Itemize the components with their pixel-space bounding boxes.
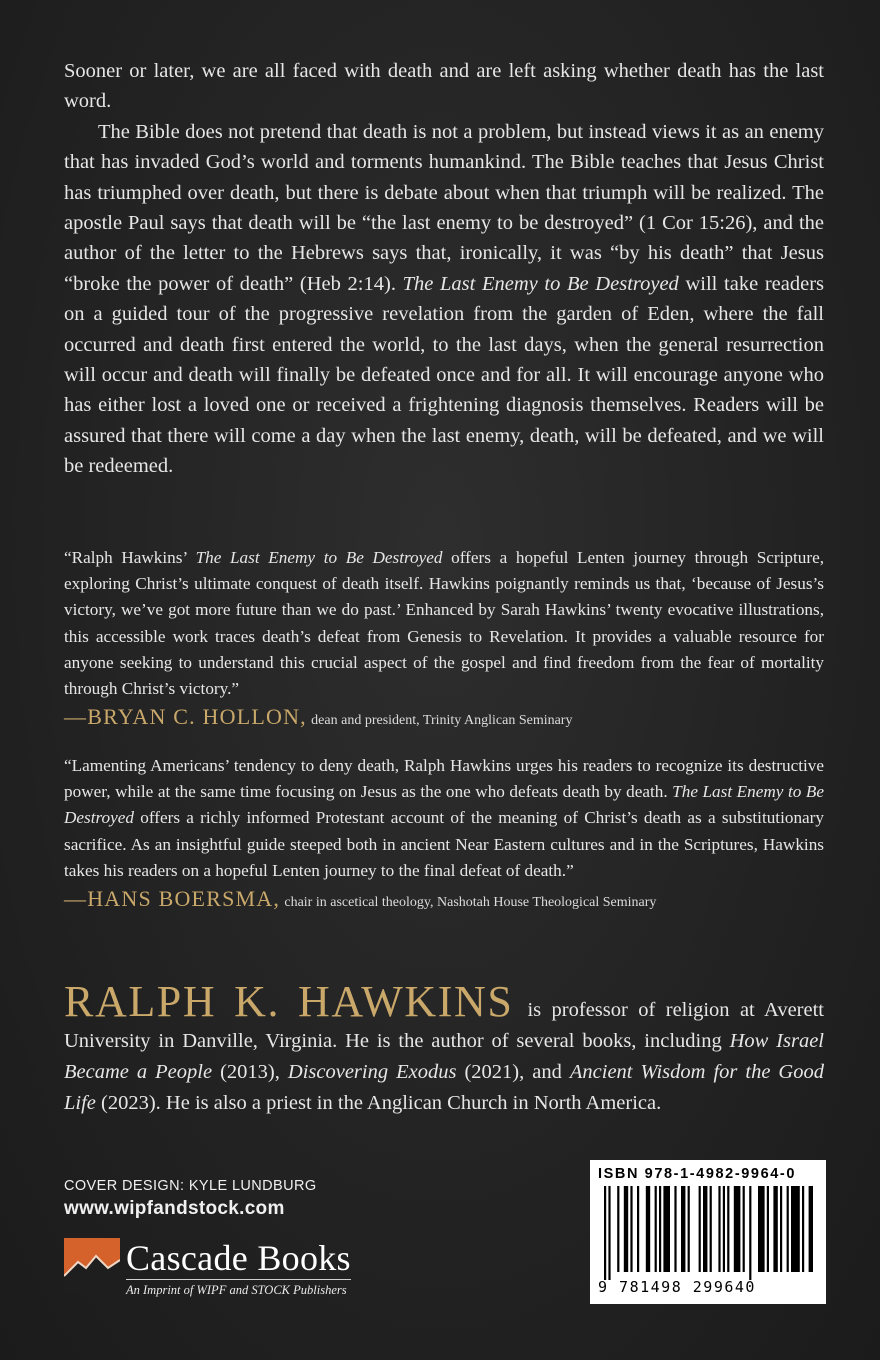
bio-text: (2023). He is also a priest in the Anglican Church in North America. <box>95 1092 662 1114</box>
publisher-name: Cascade Books <box>126 1238 351 1278</box>
endorser-name: —HANS BOERSMA, <box>64 886 281 912</box>
barcode-bar <box>608 1186 610 1280</box>
barcode-bar <box>787 1186 789 1272</box>
publisher-text <box>126 1238 351 1298</box>
barcode-bar <box>710 1186 712 1272</box>
barcode-bar <box>809 1186 813 1272</box>
endorser-attribution <box>64 884 824 918</box>
barcode-bar <box>802 1186 804 1272</box>
barcode-bar <box>604 1186 606 1280</box>
endorser-role: dean and president, Trinity Anglican Seminary <box>311 713 573 729</box>
barcode-bar <box>703 1186 707 1272</box>
book-title: How Israel Became a People <box>64 1030 825 1083</box>
barcode-bar <box>681 1186 685 1272</box>
book-title: The Last Enemy to Be Destroyed <box>402 272 679 295</box>
quote-text: “Ralph Hawkins’ <box>64 548 196 567</box>
quote-text: “Lamenting Americans’ tendency to deny death, Ralph Hawkins urges his readers to recognize its destructive power, while at the same time focusing on Jesus as the one who defeats death by death. <box>64 756 824 802</box>
barcode-bar <box>718 1186 720 1272</box>
book-title: The Last Enemy to Be Destroyed <box>64 782 824 828</box>
barcode-bar <box>767 1186 769 1272</box>
bio-text: (2021), and <box>456 1061 570 1083</box>
barcode-bar <box>674 1186 676 1272</box>
blurb-text: will take readers on a guided tour of the progressive revelation from the garden of Eden, where the fall occurred and death first entered the world, to the last days, when the general resurrection will occur and death will finally be defeated once and for all. It will encourage anyone who has either lost a loved one or received a frightening diagnosis themselves. Readers will be assured that there will come a day when the last enemy, death, will be defeated, and we will be redeemed. <box>64 272 824 478</box>
publisher-url: www.wipfandstock.com <box>64 1198 285 1219</box>
barcode-bar <box>617 1186 619 1272</box>
blurb-text: The Bible does not pretend that death is not a problem, but instead views it as an enemy that has invaded God’s world and torments humankind. The Bible teaches that Jesus Christ has triumphed over death, but there is debate about when that triumph will be realized. The apostle Paul says that death will be “the last enemy to be destroyed” (1 Cor 15:26), and the author of the letter to the Hebrews says that, ironically, it was “by his death” that Jesus “broke the power of death” (Heb 2:14). <box>64 120 824 295</box>
isbn-barcode <box>590 1160 826 1304</box>
publisher-block <box>64 1238 351 1298</box>
barcode-bar <box>758 1186 765 1272</box>
mountain-logo-icon <box>64 1238 120 1294</box>
endorser-role: chair in ascetical theology, Nashotah House Theological Seminary <box>284 895 657 911</box>
endorsement-quote <box>64 753 824 884</box>
barcode-bar <box>699 1186 701 1272</box>
barcode-bar <box>659 1186 661 1272</box>
barcode-bar <box>663 1186 670 1272</box>
cover-design-credit: COVER DESIGN: KYLE LUNDBURG <box>64 1178 317 1194</box>
barcode-bar <box>773 1186 777 1272</box>
cover-credits <box>64 1178 317 1220</box>
barcode-bar <box>688 1186 690 1272</box>
barcode-bar <box>723 1186 725 1272</box>
author-name: RALPH K. HAWKINS <box>64 977 514 1026</box>
bio-text: is professor of religion at Averett University in Danville, Virginia. He is the author of several books, including <box>64 999 824 1052</box>
barcode-bar <box>637 1186 639 1272</box>
endorsement-quote <box>64 545 824 702</box>
book-title: Discovering Exodus <box>287 1061 457 1083</box>
blurb-paragraph-2 <box>64 117 824 482</box>
barcode-bar <box>780 1186 782 1272</box>
endorser-name: —BRYAN C. HOLLON, <box>64 704 307 730</box>
publisher-imprint: An Imprint of WIPF and STOCK Publishers <box>126 1283 347 1297</box>
bio-text: (2013), <box>212 1061 288 1083</box>
isbn-label: ISBN 978-1-4982-9964-0 <box>598 1166 797 1182</box>
endorsement-2 <box>64 753 824 918</box>
quote-text: offers a hopeful Lenten journey through Scripture, exploring Christ’s ultimate conquest of death itself. Hawkins poignantly reminds us that, ‘because of Jesus’s victory, we’ve got more future than we do past.’ Enhanced by Sarah Hawkins’ twenty evocative illustrations, this accessible work traces death’s defeat from Genesis to Revelation. It provides a valuable resource for anyone seeking to understand this crucial aspect of the gospel and find freedom from the fear of mortality through Christ’s victory.” <box>64 548 824 699</box>
barcode-bar <box>624 1186 628 1272</box>
barcode-bar <box>791 1186 800 1272</box>
book-title: Ancient Wisdom for the Good Life <box>64 1061 824 1114</box>
barcode-bar <box>727 1186 729 1272</box>
book-title: The Last Enemy to Be Destroyed <box>195 548 443 567</box>
author-bio <box>64 977 825 1119</box>
back-cover-blurb <box>64 56 824 482</box>
barcode-bars <box>598 1186 818 1280</box>
barcode-bar <box>743 1186 745 1272</box>
barcode-bar <box>749 1186 751 1280</box>
barcode-bar <box>655 1186 657 1272</box>
endorsement-1 <box>64 545 824 736</box>
endorser-attribution <box>64 702 824 736</box>
barcode-bar <box>646 1186 650 1272</box>
barcode-bar <box>734 1186 741 1272</box>
barcode-bar <box>630 1186 632 1272</box>
blurb-paragraph-1: Sooner or later, we are all faced with death and are left asking whether death has the last word. <box>64 60 824 113</box>
quote-text: offers a richly informed Protestant account of the meaning of Christ’s death as a substitutionary sacrifice. As an insightful guide steeped both in ancient Near Eastern cultures and in the Scriptures, Hawkins takes his readers on a hopeful Lenten journey to the final defeat of death.” <box>64 808 824 880</box>
barcode-digits: 9 781498 299640 <box>598 1278 756 1296</box>
